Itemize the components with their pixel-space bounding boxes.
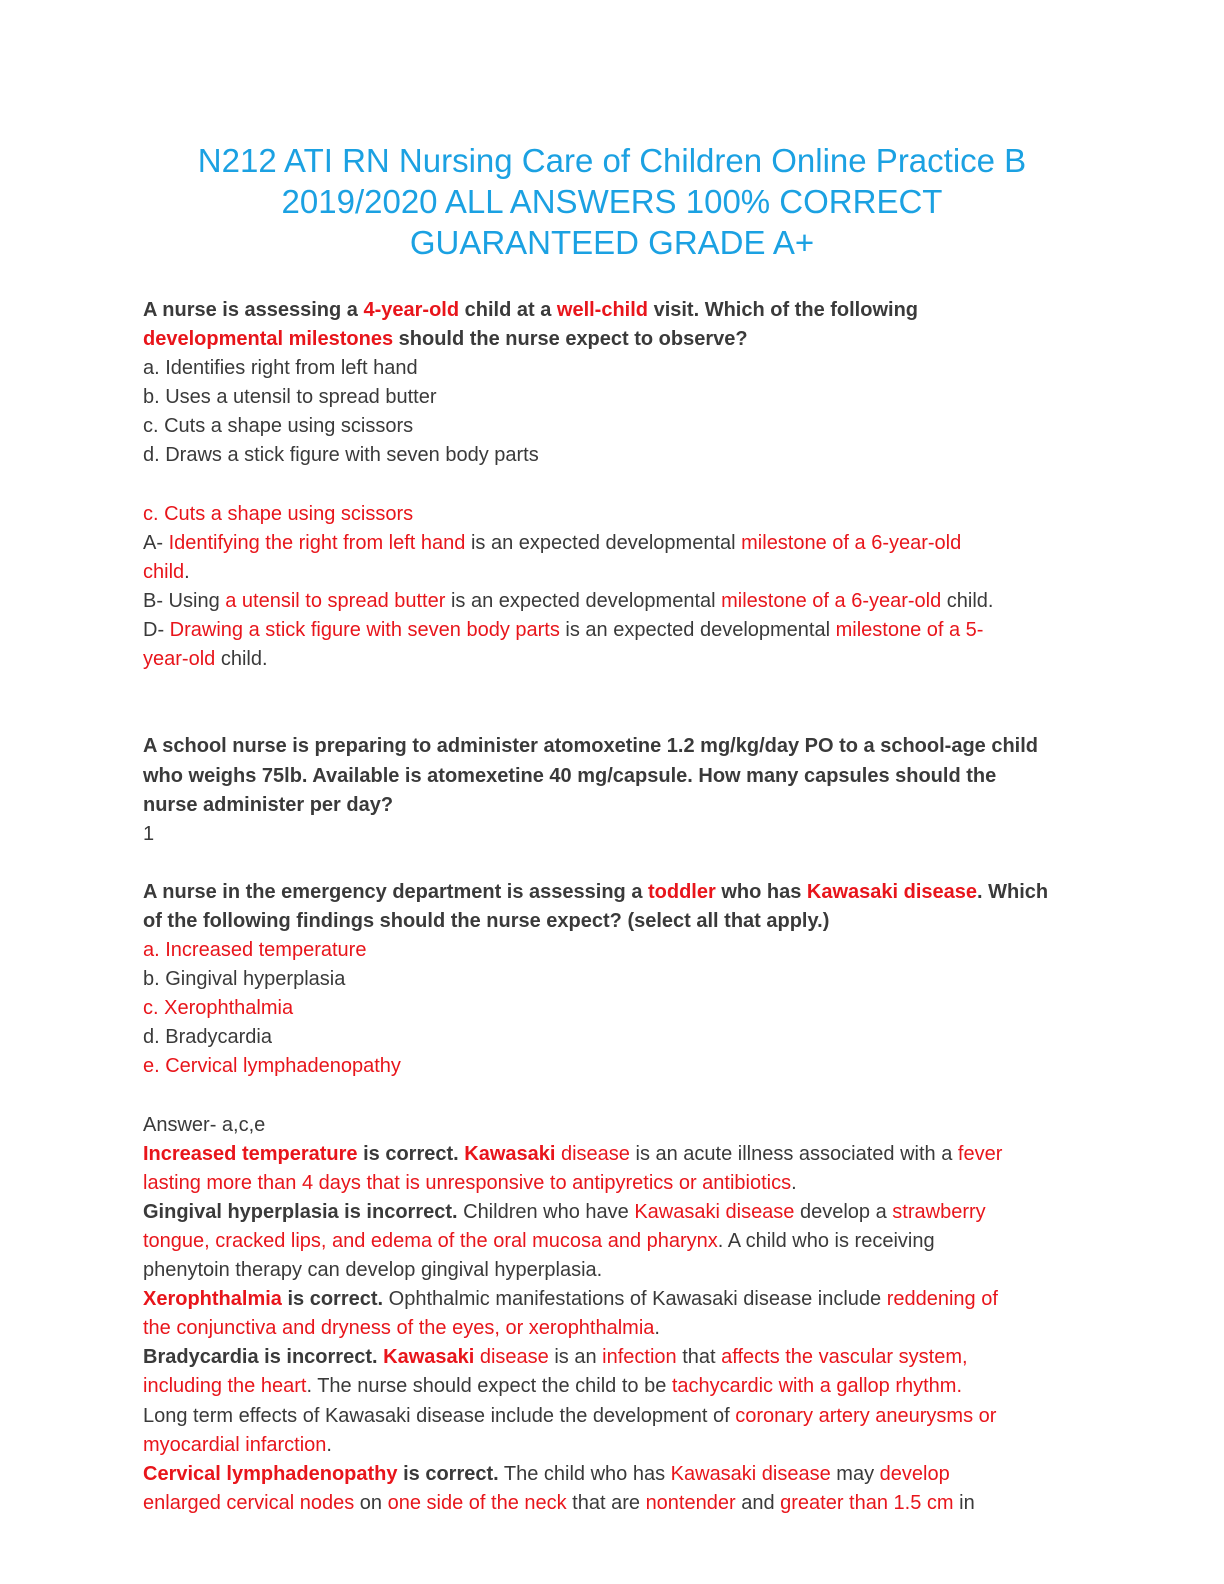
q1-option-c: c. Cuts a shape using scissors xyxy=(143,415,414,438)
title-line-3: GUARANTEED GRADE A+ xyxy=(409,224,815,261)
q1-rationale-line-5: year-old child. xyxy=(143,648,268,671)
spacer xyxy=(143,674,1083,732)
q3-answer-label: Answer- a,c,e xyxy=(143,1113,266,1136)
q3-option-b: b. Gingival hyperplasia xyxy=(143,968,346,991)
q3-explanation-line-6: Xerophthalmia is correct. Ophthalmic manifestations of Kawasaki disease include reddening of xyxy=(143,1288,998,1311)
q3-explanation-line-3: Gingival hyperplasia is incorrect. Children who have Kawasaki disease develop a strawberry xyxy=(143,1200,986,1223)
q3-explanation-line-5: phenytoin therapy can develop gingival hyperplasia. xyxy=(143,1259,603,1282)
q3-explanation-line-11: myocardial infarction. xyxy=(143,1433,332,1456)
q1-rationale-line-3: B- Using a utensil to spread butter is an expected developmental milestone of a 6-year-old child. xyxy=(143,589,994,612)
q2-stem-line-2: who weighs 75lb. Available is atomexetine 40 mg/capsule. How many capsules should the xyxy=(143,764,997,787)
q1-option-b: b. Uses a utensil to spread butter xyxy=(143,386,437,409)
q1-stem-line-1: A nurse is assessing a 4-year-old child at a well-child visit. Which of the following xyxy=(143,299,918,321)
q1-option-a: a. Identifies right from left hand xyxy=(143,357,418,380)
spacer xyxy=(143,1082,1083,1111)
q3-explanation-line-13: enlarged cervical nodes on one side of the neck that are nontender and greater than 1.5 cm in xyxy=(143,1491,975,1514)
q1-answer: c. Cuts a shape using scissors xyxy=(143,502,414,525)
q3-option-e: e. Cervical lymphadenopathy xyxy=(143,1055,401,1078)
title-line-1: N212 ATI RN Nursing Care of Children Online Practice B xyxy=(197,142,1027,179)
document-title xyxy=(100,140,1124,263)
q1-rationale-line-2: child. xyxy=(143,560,190,583)
q3-stem-line-1: A nurse in the emergency department is assessing a toddler who has Kawasaki disease. Which xyxy=(143,880,1049,903)
q3-explanation-line-10: Long term effects of Kawasaki disease include the development of coronary artery aneurysms or xyxy=(143,1404,997,1427)
q3-explanation-line-8: Bradycardia is incorrect. Kawasaki disease is an infection that affects the vascular system, xyxy=(143,1346,968,1369)
q1-rationale-line-1: A- Identifying the right from left hand is an expected developmental milestone of a 6-year-old xyxy=(143,531,962,554)
q3-option-d: d. Bradycardia xyxy=(143,1026,272,1049)
q3-explanation-line-7: the conjunctiva and dryness of the eyes, or xerophthalmia. xyxy=(143,1317,660,1340)
q2-stem-line-1: A school nurse is preparing to administer atomoxetine 1.2 mg/kg/day PO to a school-age child xyxy=(143,735,1039,758)
q1-rationale-line-4: D- Drawing a stick figure with seven body parts is an expected developmental milestone of a 5- xyxy=(143,619,984,642)
q3-stem-line-2: of the following findings should the nurse expect? (select all that apply.) xyxy=(143,909,830,932)
spacer xyxy=(143,849,1083,878)
q3-option-a: a. Increased temperature xyxy=(143,939,367,962)
q2-stem-line-3: nurse administer per day? xyxy=(143,793,394,816)
q3-explanation-line-1: Increased temperature is correct. Kawasaki disease is an acute illness associated with a fever xyxy=(143,1142,1003,1165)
spacer xyxy=(143,471,1083,500)
q2-answer: 1 xyxy=(143,822,155,845)
q3-explanation-line-4: tongue, cracked lips, and edema of the oral mucosa and pharynx. A child who is receiving xyxy=(143,1230,935,1252)
q3-explanation-line-2: lasting more than 4 days that is unresponsive to antipyretics or antibiotics. xyxy=(143,1171,797,1194)
q1-stem-line-2: developmental milestones should the nurse expect to observe? xyxy=(143,328,748,351)
q3-explanation-line-12: Cervical lymphadenopathy is correct. The child who has Kawasaki disease may develop xyxy=(143,1462,950,1485)
title-line-2: 2019/2020 ALL ANSWERS 100% CORRECT xyxy=(281,183,943,220)
q3-option-c: c. Xerophthalmia xyxy=(143,997,294,1020)
document-body xyxy=(143,296,1083,1518)
q1-option-d: d. Draws a stick figure with seven body parts xyxy=(143,444,539,467)
q3-explanation-line-9: including the heart. The nurse should expect the child to be tachycardic with a gallop rhythm. xyxy=(143,1375,963,1398)
